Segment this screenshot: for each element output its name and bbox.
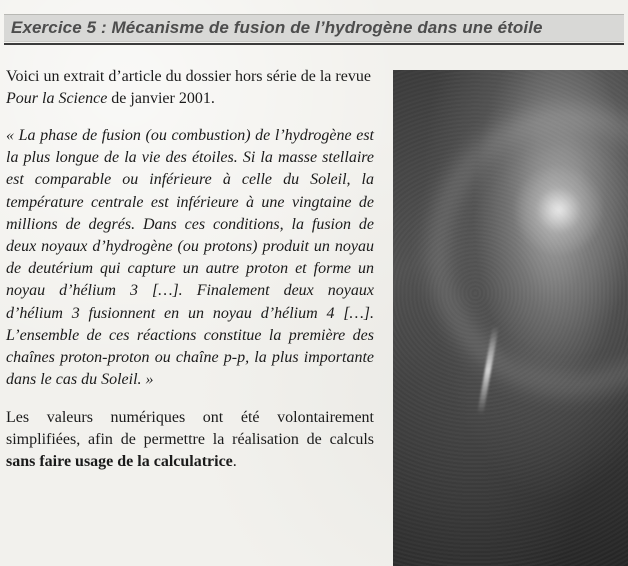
note-text-start: Les valeurs numériques ont été volontairement simplifiées, afin de permettre la réalisation de calculs <box>6 409 374 449</box>
intro-paragraph <box>6 66 374 110</box>
exercise-title: Exercice 5 : Mécanisme de fusion de l’hydrogène dans une étoile <box>11 18 543 37</box>
title-underline <box>4 43 624 45</box>
solar-flare-highlight <box>515 160 603 260</box>
exercise-title-bar <box>4 14 624 42</box>
article-quote: « La phase de fusion (ou combustion) de l’hydrogène est la plus longue de la vie des étoiles. Si la masse stellaire est comparable ou inférieure à celle du Soleil, la température centrale est inférieure à une vingtaine de millions de degrés. Dans ces conditions, la fusion de deux noyaux d’hydrogène (ou protons) produit un noyau de deutérium qui capture un autre proton et forme un noyau d’hélium 3 […]. Finalement deux noyaux d’hélium 3 fusionnent en un noyau d’hélium 4 […]. L’ensemble de ces réactions constitue la première des chaînes proton-proton ou chaîne p-p, la plus importante dans le cas du Soleil. » <box>6 127 374 389</box>
intro-text-end: de janvier 2001. <box>107 90 215 107</box>
calculator-warning: sans faire usage de la calculatrice <box>6 453 233 471</box>
sun-photo-image <box>393 70 628 566</box>
note-period: . <box>232 453 237 471</box>
article-text-column <box>6 66 374 473</box>
solar-filament-highlight <box>477 325 499 415</box>
intro-text-start: Voici un extrait d’article du dossier hors série de la revue <box>6 68 371 85</box>
calculation-note <box>6 407 374 473</box>
journal-name: Pour la Science <box>6 90 108 107</box>
